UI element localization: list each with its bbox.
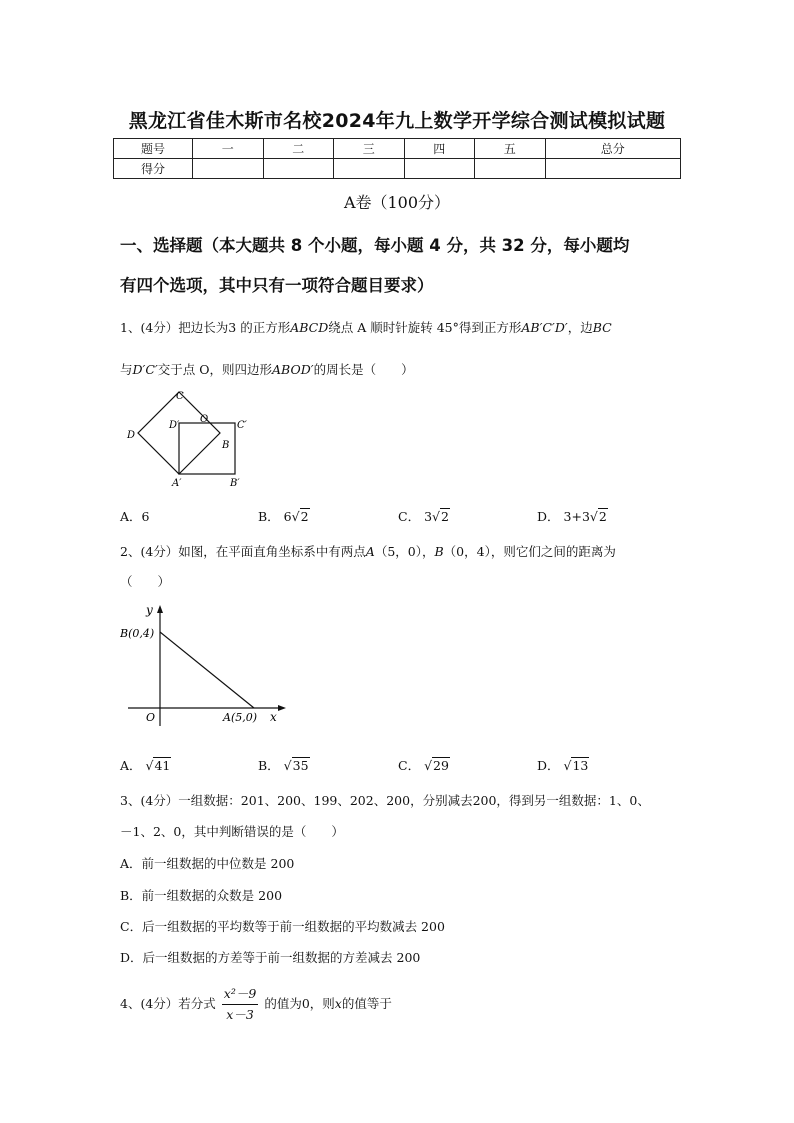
option-coef: 3 xyxy=(424,509,433,524)
q1-mid1: 绕点 A 顺时针旋转 45°得到正方形 xyxy=(328,320,522,335)
option-label: C． xyxy=(398,758,421,773)
q1-line2-mid: 交于点 O，则四边形 xyxy=(157,362,273,377)
table-cell: 二 xyxy=(263,139,334,159)
q2-b: B xyxy=(434,544,444,559)
option-value: 6 xyxy=(141,509,150,524)
score-table xyxy=(113,138,681,179)
score-input-cell[interactable] xyxy=(404,159,475,179)
option-label: A． xyxy=(120,509,142,524)
q3-option-b[interactable]: B．前一组数据的众数是 200 xyxy=(120,888,283,903)
q1-abcd2: AB′C′D′ xyxy=(521,320,568,335)
table-cell: 得分 xyxy=(114,159,193,179)
q1-mid2: ，边 xyxy=(567,320,593,335)
q1-line2-end: 的周长是（ ） xyxy=(313,362,414,377)
table-cell: 四 xyxy=(404,139,475,159)
option-coef: 6 xyxy=(283,509,292,524)
score-table-header-row xyxy=(114,139,681,159)
radicand: 29 xyxy=(433,758,449,773)
q2-a: A xyxy=(365,544,375,559)
sqrt: √2 xyxy=(432,509,449,524)
label-a-prime: A′ xyxy=(172,478,182,489)
q4-fraction xyxy=(222,984,259,1025)
section-a-heading: A卷（100分） xyxy=(343,193,451,212)
q1-stem-line1 xyxy=(120,318,680,336)
option-label: C． xyxy=(398,509,421,524)
label-d-prime: D′ xyxy=(169,420,180,431)
option-label: A． xyxy=(120,758,142,773)
table-cell: 总分 xyxy=(545,139,681,159)
q2-option-c[interactable] xyxy=(398,756,450,774)
q2-stem-line1 xyxy=(120,542,680,560)
part1-heading xyxy=(120,226,680,306)
table-cell: 题号 xyxy=(114,139,193,159)
label-b-point: B(0,4) xyxy=(120,627,155,640)
q2-option-a[interactable] xyxy=(120,756,171,774)
segment-ab xyxy=(160,632,254,708)
label-a-point: A(5,0) xyxy=(223,711,258,724)
q1-bc: BC xyxy=(592,320,612,335)
sqrt: √2 xyxy=(291,509,309,524)
q1-option-c[interactable] xyxy=(398,507,450,525)
sqrt: √13 xyxy=(563,758,589,773)
label-d: D xyxy=(127,430,136,441)
q1-option-d[interactable] xyxy=(537,507,608,525)
q1-abcd: ABCD xyxy=(290,320,329,335)
radicand: 2 xyxy=(598,509,607,524)
label-b-prime: B′ xyxy=(230,478,240,489)
q2-option-d[interactable] xyxy=(537,756,589,774)
q2-line1-pre: 2、(4分）如图，在平面直角坐标系中有两点 xyxy=(120,544,366,559)
q4-mid: 的值为0，则 xyxy=(264,996,335,1011)
q3-option-c[interactable]: C．后一组数据的平均数等于前一组数据的平均数减去 200 xyxy=(120,919,445,934)
part1-heading-line1: 一、选择题（本大题共 8 个小题，每小题 4 分，共 32 分，每小题均 xyxy=(120,236,630,255)
label-b: B xyxy=(222,440,230,451)
fraction-denominator: x－3 xyxy=(226,1007,254,1022)
label-c-prime: C′ xyxy=(237,420,247,431)
q1-prefix: 1、(4分）把边长为3 的正方形 xyxy=(120,320,291,335)
y-axis-arrow xyxy=(157,605,163,613)
q1-figure xyxy=(120,388,270,494)
q4-var: x xyxy=(334,996,342,1011)
radicand: 13 xyxy=(572,758,589,773)
score-input-cell[interactable] xyxy=(263,159,334,179)
option-label: D． xyxy=(537,509,560,524)
q4-prefix: 4、(4分）若分式 xyxy=(120,996,216,1011)
q2-option-b[interactable] xyxy=(258,756,310,774)
table-cell: 三 xyxy=(334,139,405,159)
x-axis-arrow xyxy=(278,705,286,711)
option-coef: 3+3 xyxy=(563,509,590,524)
q3-stem-line2: －1、2、0，其中判断错误的是（ ） xyxy=(120,824,344,839)
q2-stem-line2: （ ） xyxy=(120,574,171,589)
score-input-cell[interactable] xyxy=(193,159,264,179)
sqrt: √2 xyxy=(589,509,607,524)
radicand: 2 xyxy=(300,509,309,524)
table-cell: 一 xyxy=(193,139,264,159)
q1-option-b[interactable] xyxy=(258,507,310,525)
q1-option-a[interactable] xyxy=(120,507,149,525)
q1-stem-line2 xyxy=(120,360,680,378)
score-input-cell[interactable] xyxy=(334,159,405,179)
score-input-cell[interactable] xyxy=(545,159,681,179)
label-origin: O xyxy=(146,711,156,724)
q2-figure xyxy=(120,600,290,730)
label-x: x xyxy=(270,710,277,724)
q3-stem-line1: 3、(4分）一组数据：201、200、199、202、200，分别减去200，得到另一组数据：1、0、 xyxy=(120,793,650,808)
sqrt: √29 xyxy=(424,758,449,773)
part1-heading-line2: 有四个选项，其中只有一项符合题目要求） xyxy=(120,276,434,295)
q2-b-coord: （0，4），则它们之间的距离为 xyxy=(443,544,616,559)
score-table-score-row xyxy=(114,159,681,179)
option-label: B． xyxy=(258,758,280,773)
q3-option-a[interactable]: A．前一组数据的中位数是 200 xyxy=(120,856,295,871)
q1-line2-pre: 与 xyxy=(120,362,133,377)
q4-end: 的值等于 xyxy=(341,996,392,1011)
q1-abod: ABOD′ xyxy=(272,362,314,377)
label-o: O xyxy=(200,414,209,425)
radicand: 35 xyxy=(292,758,309,773)
fraction-numerator: x²－9 xyxy=(222,984,259,1005)
table-cell: 五 xyxy=(475,139,546,159)
radicand: 41 xyxy=(154,758,171,773)
q1-dc: D′C′ xyxy=(132,362,158,377)
q3-option-d[interactable]: D．后一组数据的方差等于前一组数据的方差减去 200 xyxy=(120,950,421,965)
score-input-cell[interactable] xyxy=(475,159,546,179)
option-label: B． xyxy=(258,509,280,524)
radicand: 2 xyxy=(440,509,449,524)
option-label: D． xyxy=(537,758,560,773)
q2-a-coord: （5，0）， xyxy=(374,544,435,559)
label-y: y xyxy=(146,603,153,617)
sqrt: √35 xyxy=(283,758,309,773)
label-c: C xyxy=(176,391,184,402)
q4-stem xyxy=(120,984,680,1025)
page-title: 黑龙江省佳木斯市名校2024年九上数学开学综合测试模拟试题 xyxy=(128,110,666,132)
sqrt: √41 xyxy=(145,758,171,773)
